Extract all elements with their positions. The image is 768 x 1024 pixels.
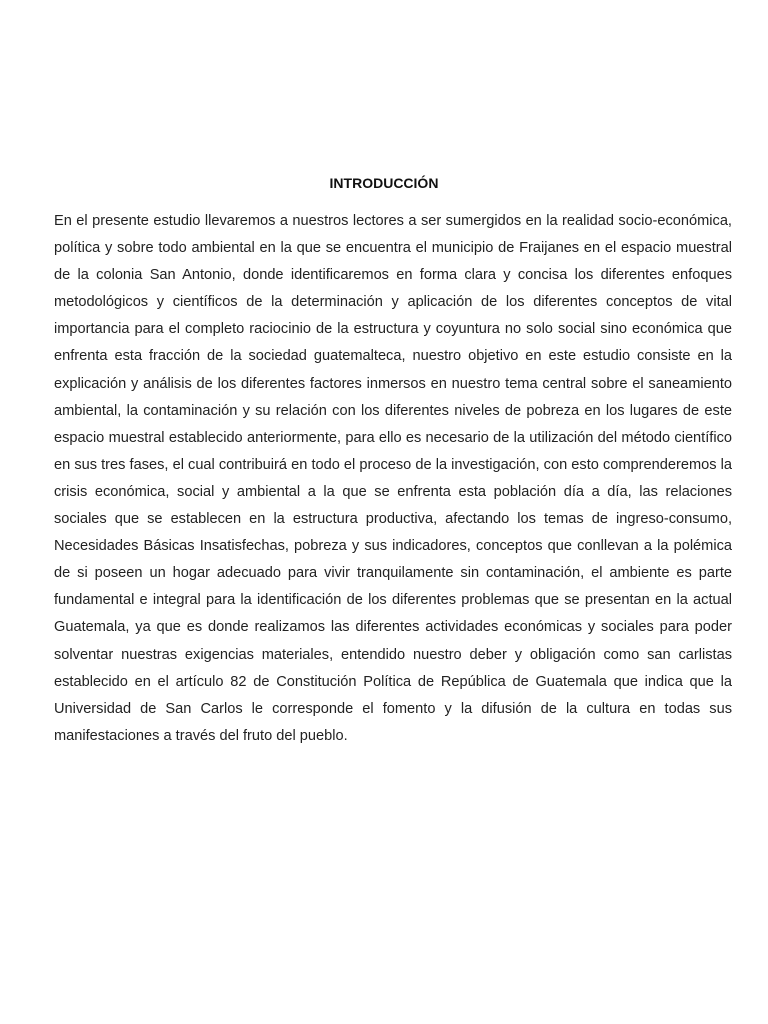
introduction-paragraph: En el presente estudio llevaremos a nuestros lectores a ser sumergidos en la realidad socio-económica, política y sobre todo ambiental en la que se encuentra el municipio de Fraijanes en el espacio muestral de la colonia San Antonio, donde identificaremos en forma clara y concisa los diferentes enfoques metodológicos y científicos de la determinación y aplicación de los diferentes conceptos de vital importancia para el completo raciocinio de la estructura y coyuntura no solo social sino económica que enfrenta esta fracción de la sociedad guatemalteca, nuestro objetivo en este estudio consiste en la explicación y análisis de los diferentes factores inmersos en nuestro tema central sobre el saneamiento ambiental, la contaminación y su relación con los diferentes niveles de pobreza en los lugares de este espacio muestral establecido anteriormente, para ello es necesario de la utilización del método científico en sus tres fases, el cual contribuirá en todo el proceso de la investigación, con esto comprenderemos la crisis económica, social y ambiental a la que se enfrenta esta población día a día, las relaciones sociales que se establecen en la estructura productiva, afectando los temas de ingreso-consumo, Necesidades Básicas Insatisfechas, pobreza y sus indicadores, conceptos que conllevan a la polémica de si poseen un hogar adecuado para vivir tranquilamente sin contaminación, el ambiente es parte fundamental e integral para la identificación de los diferentes problemas que se presentan en la actual Guatemala, ya que es donde realizamos las diferentes actividades económicas y sociales para poder solventar nuestras exigencias materiales, entendido nuestro deber y obligación como san carlistas establecido en el artículo 82 de Constitución Política de República de Guatemala que indica que la Universidad de San Carlos le corresponde el fomento y la difusión de la cultura en todas sus manifestaciones a través del fruto del pueblo. [54,213,732,744]
document-title: INTRODUCCIÓN [329,175,439,191]
